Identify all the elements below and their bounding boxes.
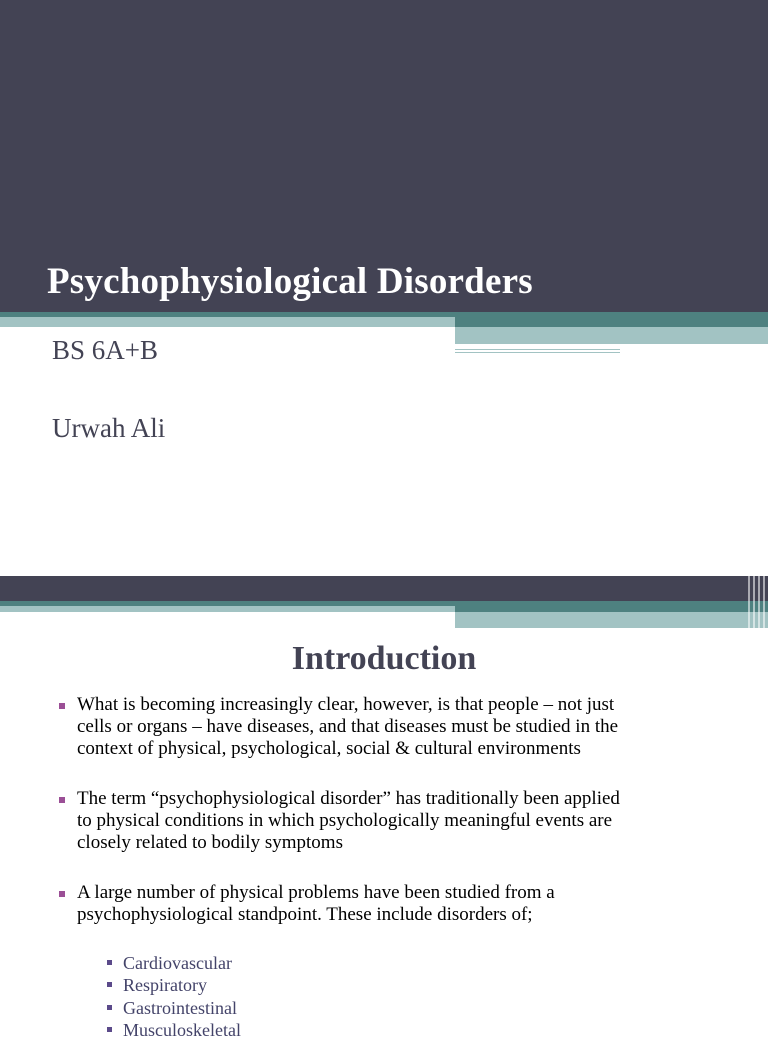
bullet-line: What is becoming increasingly clear, however, is that people – not just: [77, 694, 615, 715]
decor-stripe: [763, 576, 765, 628]
sub-bullet-respiratory: Respiratory: [123, 975, 207, 995]
sub-bullet-gastrointestinal: Gastrointestinal: [123, 998, 237, 1018]
sub-bullet-marker: [107, 1027, 112, 1032]
sub-bullet-marker: [107, 1005, 112, 1010]
bullet-line: context of physical, psychological, social & cultural environments: [77, 738, 581, 759]
bullet-line: cells or organs – have diseases, and that diseases must be studied in the: [77, 716, 619, 737]
bullet-line: to physical conditions in which psychologically meaningful events are: [77, 810, 613, 831]
slide-title: Introduction: [291, 640, 477, 677]
sub-bullet-musculoskeletal: Musculoskeletal: [123, 1020, 241, 1040]
bullet-line: closely related to bodily symptoms: [77, 832, 343, 853]
sub-bullet-marker: [107, 960, 112, 965]
bullet-line: The term “psychophysiological disorder” has traditionally been applied: [77, 788, 620, 809]
subtitle-class: BS 6A+B: [52, 335, 159, 365]
slide-title: Psychophysiological Disorders: [47, 261, 533, 302]
introduction-slide: [0, 576, 768, 1040]
decor-line: [455, 349, 620, 350]
header-banner: [0, 576, 768, 601]
decor-stripe: [748, 576, 750, 628]
decor-stripes: [744, 576, 768, 628]
light-band-left: [0, 317, 455, 327]
decor-stripe: [758, 576, 760, 628]
bullet-marker: [59, 703, 65, 709]
bullet-text: [77, 694, 737, 760]
light-band-left: [0, 606, 455, 612]
sub-bullet-cardiovascular: Cardiovascular: [123, 953, 232, 973]
decor-stripe: [753, 576, 755, 628]
bullet-text: [77, 788, 737, 854]
bullet-line: psychophysiological standpoint. These include disorders of;: [77, 904, 533, 925]
light-band-right: [455, 327, 768, 344]
decor-line: [455, 352, 620, 353]
subtitle-author: Urwah Ali: [52, 413, 166, 443]
bullet-line: A large number of physical problems have been studied from a: [77, 882, 555, 903]
bullet-marker: [59, 797, 65, 803]
bullet-text: [77, 882, 737, 926]
bullet-marker: [59, 891, 65, 897]
sub-bullet-marker: [107, 982, 112, 987]
light-band-right: [455, 612, 768, 628]
